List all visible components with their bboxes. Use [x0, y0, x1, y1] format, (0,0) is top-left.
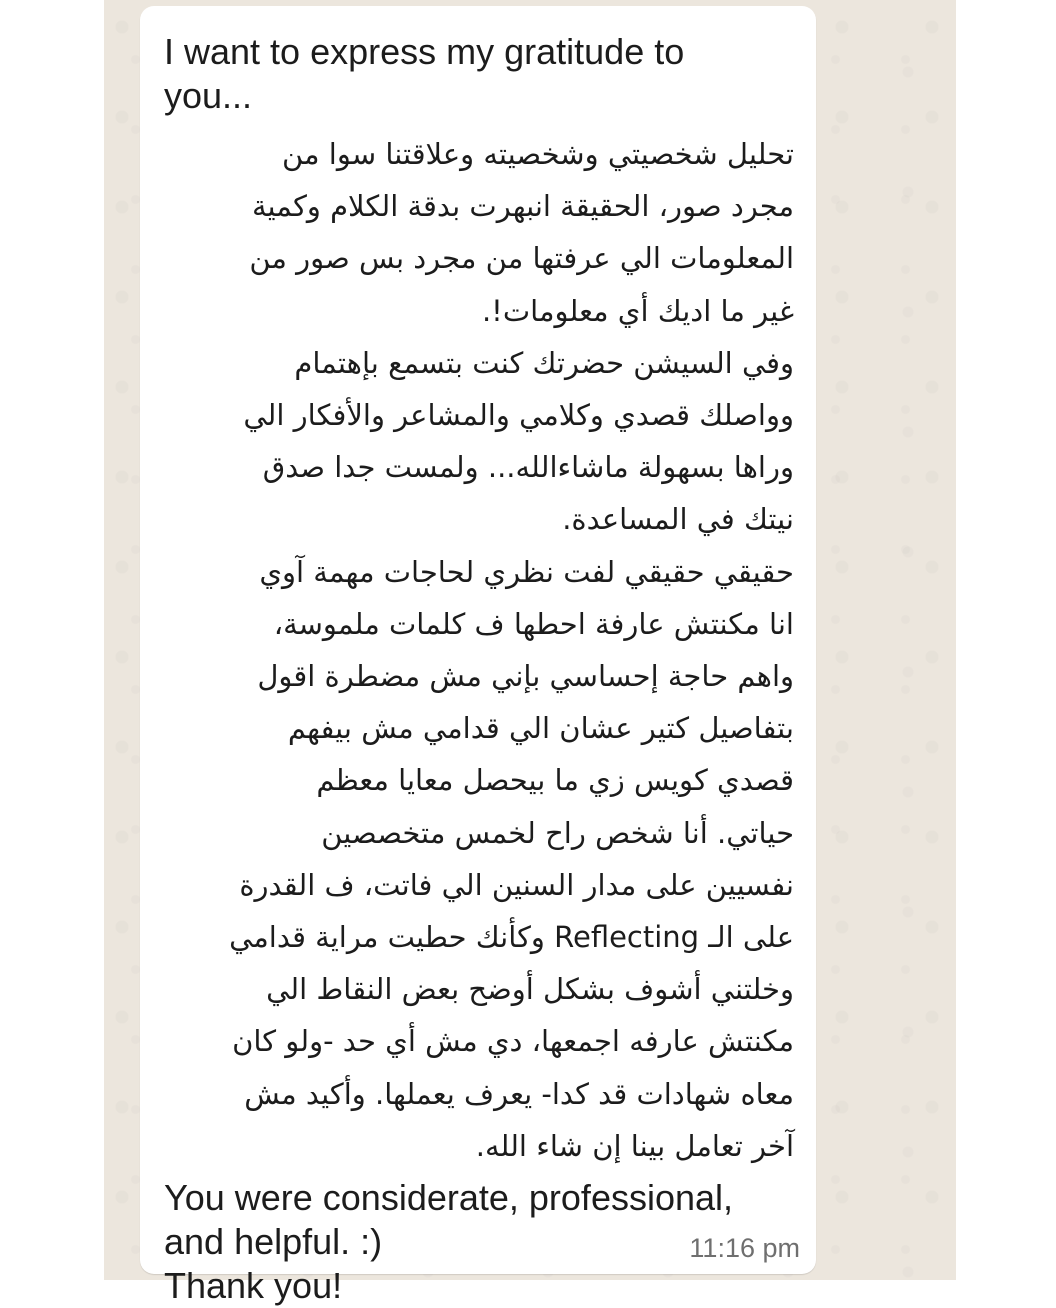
message-closing-text: You were considerate, professional, and helpful. :) Thank you! — [164, 1177, 734, 1307]
message-timestamp: 11:16 pm — [689, 1233, 800, 1263]
message-intro-text: I want to express my gratitude to you... — [164, 31, 685, 116]
message-arabic-text: تحليل شخصيتي وشخصيته وعلاقتنا سوا من مجرد صور، الحقيقة انبهرت بدقة الكلام وكمية المعلومات الي عرفتها من مجرد بس صور من غير ما اديك أي معلومات!. وفي السيشن حضرتك كنت بتسمع بإهتمام وواصلك قصدي وكلامي والمشاعر والأفكار الي وراها بسهولة ماشاءالله... ولمست جدا صدق نيتك في المساعدة. حقيقي حقيقي لفت نظري لحاجات مهمة آوي انا مكنتش عارفة احطها ف كلمات ملموسة، واهم حاجة إحساسي بإني مش مضطرة اقول بتفاصيل كتير عشان الي قدامي مش بيفهم قصدي كويس زي ما بيحصل معايا معظم حياتي. أنا شخص راح لخمس متخصصين نفسيين على مدار السنين الي فاتت، ف القدرة على الـ Reflecting وكأنك حطيت مراية قدامي وخلتني أشوف بشكل أوضح بعض النقاط الي مكنتش عارفه اجمعها، دي مش أي حد -ولو كان معاه شهادات قد كدا- يعرف يعملها. وأكيد مش آخر تعامل بينا إن شاء الله. — [229, 137, 794, 1163]
message-bubble[interactable] — [140, 6, 816, 1307]
